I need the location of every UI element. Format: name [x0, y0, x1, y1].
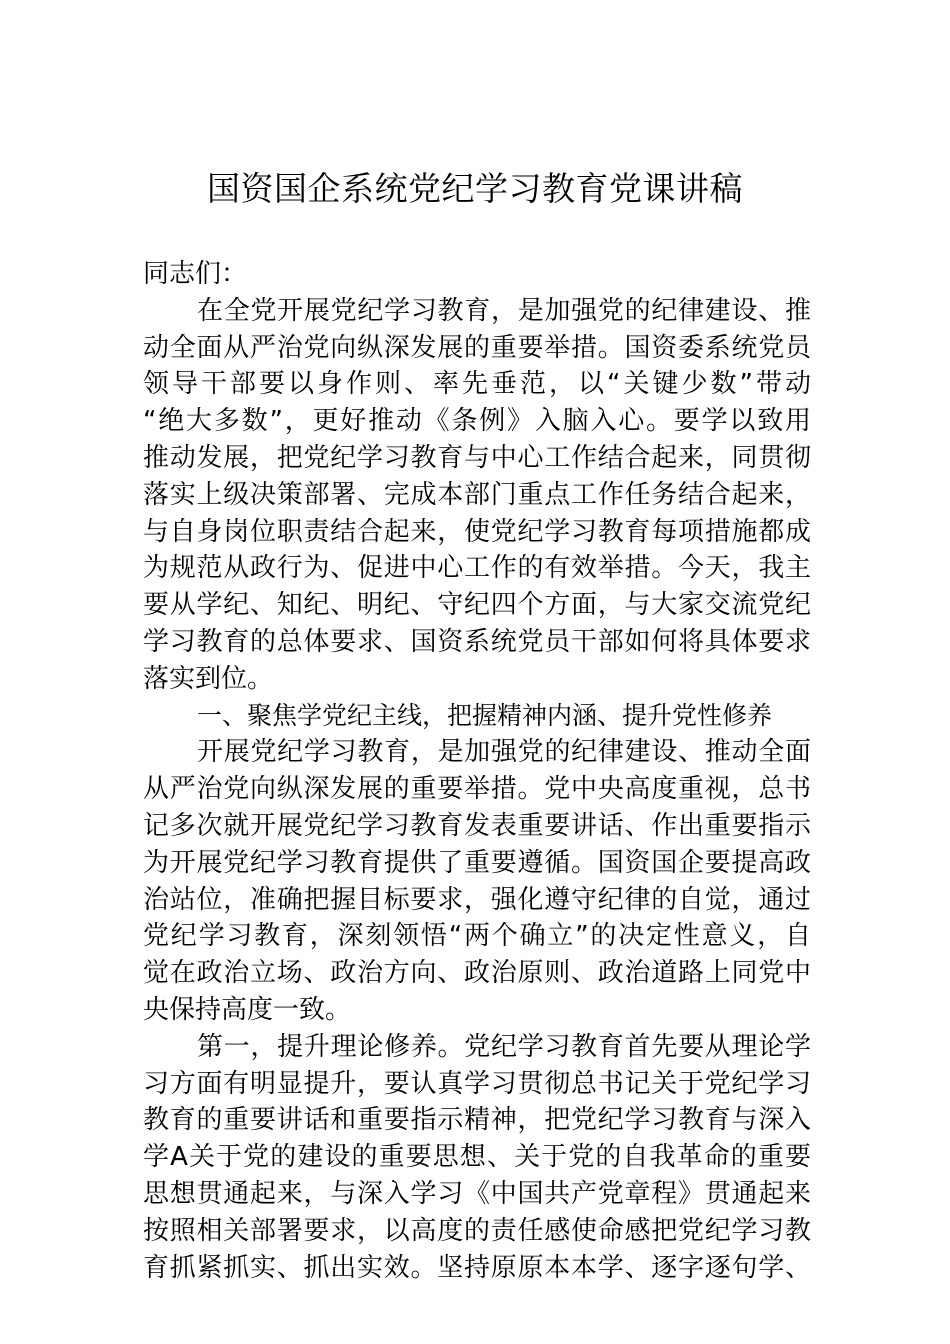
body-line: 学A关于党的建设的重要思想、关于党的自我革命的重要: [143, 1142, 811, 1173]
body-line: 落实上级决策部署、完成本部门重点工作任务结合起来，: [143, 479, 811, 510]
body-line: 按照相关部署要求，以高度的责任感使命感把党纪学习教: [143, 1215, 811, 1246]
body-line: 在全党开展党纪学习教育，是加强党的纪律建设、推: [197, 295, 811, 326]
body-line: 育抓紧抓实、抓出实效。坚持原原本本学、逐字逐句学、: [143, 1252, 811, 1283]
body-line: 第一，提升理论修养。党纪学习教育首先要从理论学: [197, 1031, 811, 1062]
body-line: 领导干部要以身作则、率先垂范，以“关键少数”带动: [143, 369, 811, 400]
body-line: “绝大多数”，更好推动《条例》入脑入心。要学以致用: [143, 406, 811, 437]
body-line: 思想贯通起来，与深入学习《中国共产党章程》贯通起来: [143, 1178, 811, 1209]
section-heading: 一、聚焦学党纪主线，把握精神内涵、提升党性修养: [197, 700, 773, 730]
body-line: 从严治党向纵深发展的重要举措。党中央高度重视，总书: [143, 774, 811, 805]
body-line: 学习教育的总体要求、国资系统党员干部如何将具体要求: [143, 626, 811, 657]
body-line: 动全面从严治党向纵深发展的重要举措。国资委系统党员: [143, 332, 811, 363]
body-line: 推动发展，把党纪学习教育与中心工作结合起来，同贯彻: [143, 442, 811, 473]
body-line: 治站位，准确把握目标要求，强化遵守纪律的自觉，通过: [143, 884, 811, 915]
body-line: 要从学纪、知纪、明纪、守纪四个方面，与大家交流党纪: [143, 590, 811, 621]
document-body: [143, 256, 811, 1286]
body-line: 习方面有明显提升，要认真学习贯彻总书记关于党纪学习: [143, 1068, 811, 1099]
body-line: 央保持高度一致。: [143, 994, 352, 1025]
body-line: 教育的重要讲话和重要指示精神，把党纪学习教育与深入: [143, 1105, 811, 1136]
body-line: 开展党纪学习教育，是加强党的纪律建设、推动全面: [197, 737, 811, 768]
body-line: 觉在政治立场、政治方向、政治原则、政治道路上同党中: [143, 958, 811, 989]
body-line: 与自身岗位职责结合起来，使党纪学习教育每项措施都成: [143, 516, 811, 547]
body-line: 落实到位。: [143, 663, 274, 694]
salutation: 同志们：: [143, 259, 248, 289]
body-line: 党纪学习教育，深刻领悟“两个确立”的决定性意义，自: [143, 921, 811, 952]
body-line: 记多次就开展党纪学习教育发表重要讲话、作出重要指示: [143, 810, 811, 841]
body-line: 为规范从政行为、促进中心工作的有效举措。今天，我主: [143, 553, 811, 584]
body-line: 为开展党纪学习教育提供了重要遵循。国资国企要提高政: [143, 847, 811, 878]
document-title: 国资国企系统党纪学习教育党课讲稿: [207, 169, 743, 208]
